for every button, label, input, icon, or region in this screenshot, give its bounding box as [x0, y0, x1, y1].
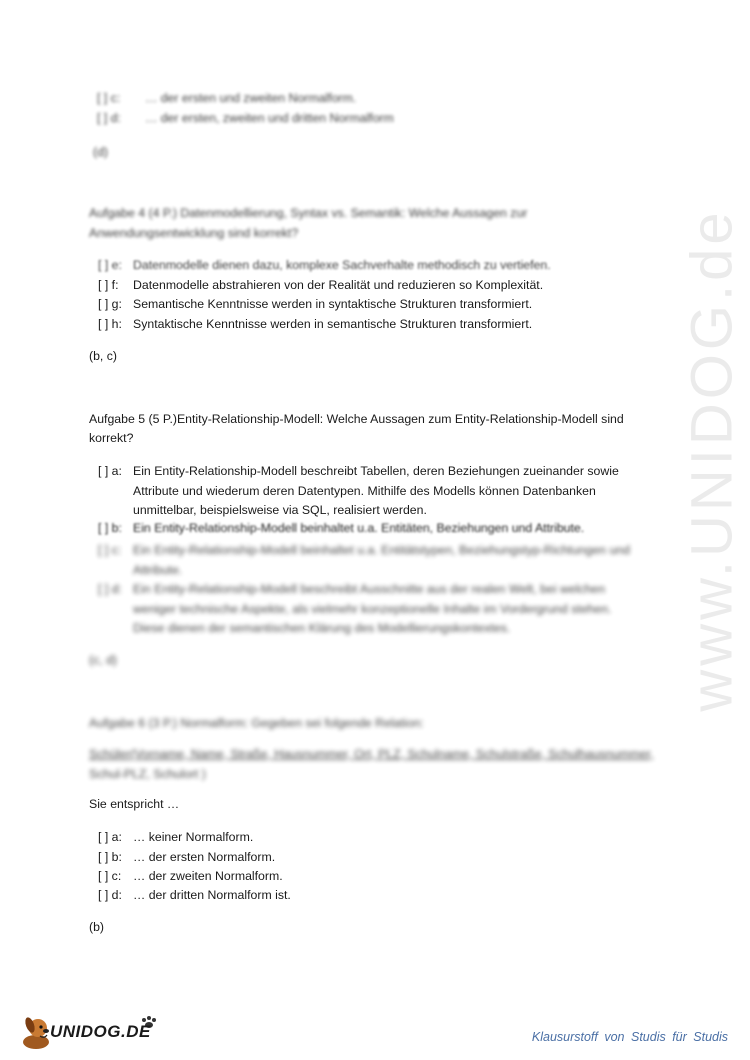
option-text: Ein Entity-Relationship-Modell beinhaltet u.a. Entitäten, Beziehungen und Attribute.: [133, 521, 585, 535]
option-text: … der ersten Normalform.: [133, 850, 276, 864]
checkbox-label: [ ] h:: [98, 317, 122, 331]
option-text-line: Diese dienen der semantischen Klärung des Modellierungskontextes.: [133, 621, 511, 635]
relation-text: Schul-PLZ, Schulort ): [89, 767, 206, 781]
checkbox-label: [ ] b:: [98, 521, 122, 535]
list-item: [98, 580, 658, 639]
checkbox-label: [ ] g:: [98, 297, 122, 311]
option-text: [133, 541, 658, 580]
option-text: Semantische Kenntnisse werden in syntaktische Strukturen transformiert.: [133, 297, 533, 311]
checkbox-label: [ ] e:: [98, 258, 122, 272]
checkbox-label: [ ] c:: [98, 869, 122, 883]
option-text-line: Ein Entity-Relationship-Modell beschreibt Tabellen, deren Beziehungen zueinander sowie: [133, 464, 619, 478]
checkbox-label: [ ] c:: [97, 91, 121, 105]
option-text: … der zweiten Normalform.: [133, 869, 283, 883]
task-title: Aufgabe 6 (3 P.) Normalform: Gegeben sei folgende Relation:: [89, 716, 424, 730]
answer-text: (c, d): [89, 653, 118, 667]
option-text-line: weniger technische Aspekte, als vielmehr konzeptionelle Inhalte im Vordergrund stehen.: [133, 601, 612, 616]
option-text: … keiner Normalform.: [133, 830, 254, 844]
task-title: Aufgabe 5 (5 P.)Entity-Relationship-Modell: Welche Aussagen zum Entity-Relationship-Modell sind: [89, 412, 624, 426]
checkbox-label: [ ] c:: [98, 543, 122, 557]
option-text-line: Attribute.: [133, 562, 183, 577]
list-item: [98, 462, 658, 521]
option-text: Datenmodelle dienen dazu, komplexe Sachverhalte methodisch zu vertiefen.: [133, 258, 551, 272]
checkbox-label: [ ] f:: [98, 278, 119, 292]
checkbox-label: [ ] d:: [98, 888, 122, 902]
checkbox-label: [ ] a:: [98, 464, 122, 478]
list-item: [98, 541, 658, 580]
answer-text: (d): [93, 145, 109, 159]
checkbox-label: [ ] d:: [98, 582, 122, 596]
lead-text: Sie entspricht …: [89, 797, 180, 811]
answer-text: (b): [89, 920, 105, 934]
watermark: www.UNIDOG.de: [679, 208, 745, 712]
option-text: Syntaktische Kenntnisse werden in semantische Strukturen transformiert.: [133, 317, 533, 331]
option-text-line: Ein Entity-Relationship-Modell beschreibt Ausschnitte aus der realen Welt, bei welchen: [133, 582, 606, 596]
footer-tagline: Klausurstoff von Studis für Studis: [531, 1030, 728, 1044]
option-text-line: Attribute und wiederum deren Datentypen. Mithilfe des Modells können Datenbanken: [133, 483, 596, 498]
option-text: [133, 462, 658, 521]
checkbox-label: [ ] a:: [98, 830, 122, 844]
logo-text: UNIDOG.DE: [50, 1022, 151, 1041]
option-text: … der ersten und zweiten Normalform.: [145, 91, 357, 105]
option-text: … der dritten Normalform ist.: [133, 888, 291, 902]
checkbox-label: [ ] b:: [98, 850, 122, 864]
option-text-line: Ein Entity-Relationship-Modell beinhaltet u.a. Entitätstypen, Beziehungstyp-Richtungen und: [133, 543, 630, 557]
option-text-line: unmittelbar, beispielsweise via SQL, realisiert werden.: [133, 503, 427, 517]
checkbox-label: [ ] d:: [97, 111, 121, 125]
option-text: [133, 580, 658, 639]
task-title: korrekt?: [89, 431, 134, 445]
answer-text: (b, c): [89, 349, 118, 363]
option-text: Datenmodelle abstrahieren von der Realität und reduzieren so Komplexität.: [133, 278, 544, 292]
task-title: Anwendungsentwicklung sind korrekt?: [89, 226, 299, 240]
option-text: … der ersten, zweiten und dritten Normalform: [145, 111, 394, 125]
task-title: Aufgabe 4 (4 P.) Datenmodellierung, Syntax vs. Semantik: Welche Aussagen zur: [89, 206, 528, 220]
relation-text: Schüler(Vorname, Name, Straße, Hausnummer, Ort, PLZ, Schulname, Schulstraße, Schulhausnummer,: [89, 747, 654, 761]
